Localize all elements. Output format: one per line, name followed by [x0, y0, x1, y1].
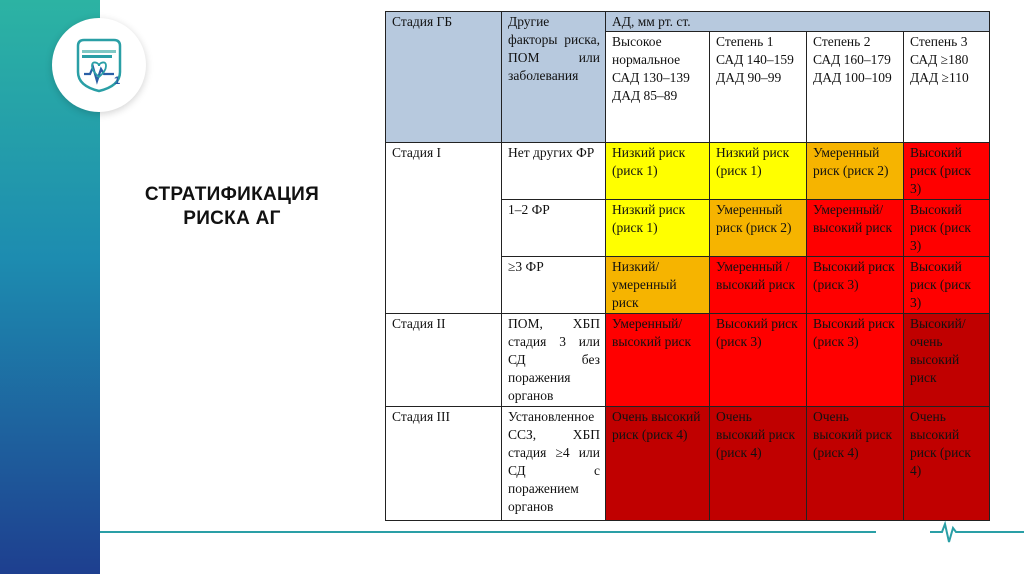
risk-cell: Низкий риск (риск 1) — [606, 143, 710, 200]
header-col-grade-1: Степень 1 САД 140–159 ДАД 90–99 — [710, 32, 807, 143]
risk-cell: Очень высокий риск (риск 4) — [904, 407, 990, 521]
stage-1-factor-none: Нет других ФР — [502, 143, 606, 200]
risk-cell: Высокий/ очень высокий риск — [904, 314, 990, 407]
header-col-grade-3: Степень 3 САД ≥180 ДАД ≥110 — [904, 32, 990, 143]
bottom-divider — [100, 531, 1024, 533]
bottom-divider-tail — [965, 531, 1024, 533]
stage-3-factor: Установленное ССЗ, ХБП стадия ≥4 или СД с поражением органов — [502, 407, 606, 521]
slide-title: СТРАТИФИКАЦИЯ РИСКА АГ — [144, 184, 320, 229]
risk-cell: Умеренный/ высокий риск — [807, 200, 904, 257]
college-logo-icon — [70, 36, 128, 94]
college-logo — [52, 18, 146, 112]
risk-cell: Очень высокий риск (риск 4) — [606, 407, 710, 521]
risk-cell: Высокий риск (риск 3) — [807, 257, 904, 314]
stage-3-label: Стадия III — [386, 407, 502, 521]
risk-cell: Умеренный / высокий риск — [710, 257, 807, 314]
risk-cell: Умеренный/ высокий риск — [606, 314, 710, 407]
risk-cell: Высокий риск (риск 3) — [807, 314, 904, 407]
risk-cell: Умеренный риск (риск 2) — [710, 200, 807, 257]
risk-cell: Высокий риск (риск 3) — [904, 143, 990, 200]
risk-cell: Низкий риск (риск 1) — [710, 143, 807, 200]
risk-cell: Очень высокий риск (риск 4) — [807, 407, 904, 521]
risk-stratification-table — [385, 11, 990, 521]
stage-2-label: Стадия II — [386, 314, 502, 407]
risk-cell: Умеренный риск (риск 2) — [807, 143, 904, 200]
stage-1-label: Стадия I — [386, 143, 502, 314]
risk-cell: Низкий риск (риск 1) — [606, 200, 710, 257]
stage-1-factor-3plus: ≥3 ФР — [502, 257, 606, 314]
stage-2-factor: ПОМ, ХБП стадия 3 или СД без поражения органов — [502, 314, 606, 407]
risk-cell: Высокий риск (риск 3) — [904, 200, 990, 257]
header-stage: Стадия ГБ — [386, 12, 502, 143]
svg-text:1: 1 — [114, 75, 121, 87]
header-col-high-normal: Высокое нормальное САД 130–139 ДАД 85–89 — [606, 32, 710, 143]
header-col-grade-2: Степень 2 САД 160–179 ДАД 100–109 — [807, 32, 904, 143]
risk-cell: Очень высокий риск (риск 4) — [710, 407, 807, 521]
risk-cell: Низкий/ умеренный риск — [606, 257, 710, 314]
heartbeat-icon — [930, 518, 966, 546]
risk-cell: Высокий риск (риск 3) — [710, 314, 807, 407]
header-factors: Другие факторы риска, ПОМ или заболевания — [502, 12, 606, 143]
stage-1-factor-1-2: 1–2 ФР — [502, 200, 606, 257]
header-bp-group: АД, мм рт. ст. — [606, 12, 990, 32]
risk-cell: Высокий риск (риск 3) — [904, 257, 990, 314]
